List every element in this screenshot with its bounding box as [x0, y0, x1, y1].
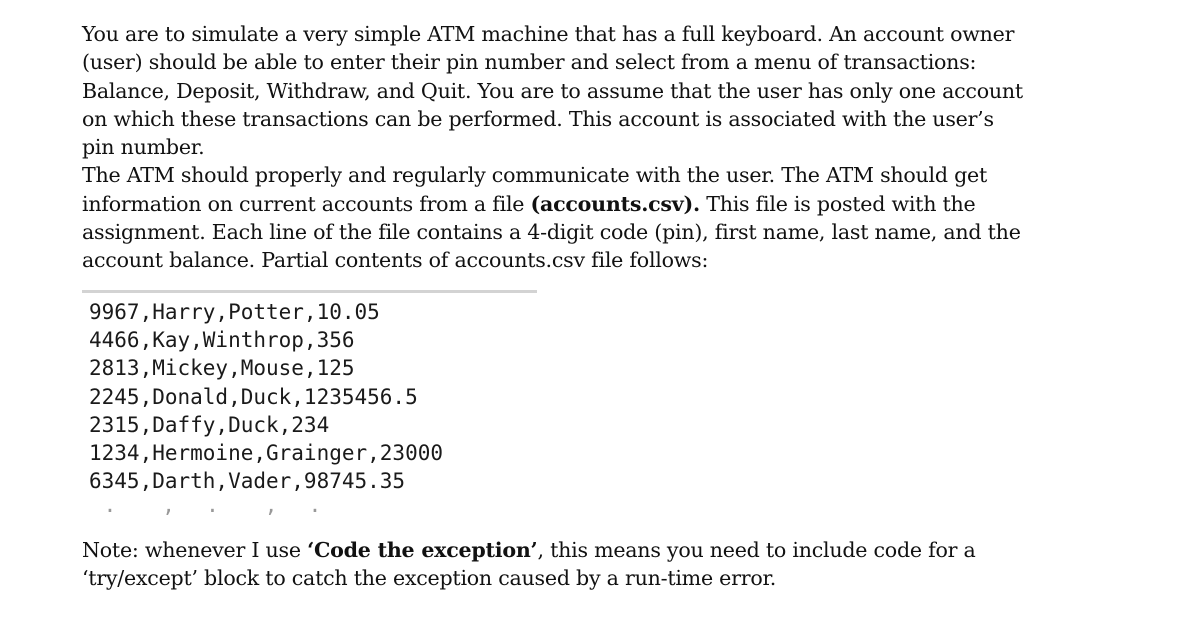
communicate-text: This file is posted with the — [699, 191, 976, 216]
csv-line: 2813,Mickey,Mouse,125 — [89, 356, 355, 381]
communicate-paragraph — [82, 161, 1142, 274]
filename-bold: (accounts.csv). — [530, 191, 700, 216]
communicate-line: assignment. Each line of the file contains a 4-digit code (pin), first name, last name, and the — [82, 220, 1021, 245]
intro-line: (user) should be able to enter their pin number and select from a menu of transactions: — [82, 50, 977, 75]
communicate-text: information on current accounts from a file — [82, 191, 531, 216]
intro-line: pin number. — [82, 135, 205, 160]
note-paragraph — [82, 536, 1142, 593]
note-bold-phrase: ‘Code the exception’ — [307, 537, 538, 562]
intro-line: Balance, Deposit, Withdraw, and Quit. You are to assume that the user has only one account — [82, 78, 1023, 103]
communicate-line: account balance. Partial contents of accounts.csv file follows: — [82, 248, 709, 273]
csv-line: 2245,Donald,Duck,1235456.5 — [89, 384, 418, 409]
document-page — [82, 20, 1142, 592]
intro-line: on which these transactions can be performed. This account is associated with the user’s — [82, 106, 994, 131]
csv-line: 4466,Kay,Winthrop,356 — [89, 327, 355, 352]
csv-line: 6345,Darth,Vader,98745.35 — [89, 469, 406, 494]
note-line: ‘try/except’ block to catch the exception caused by a run-time error. — [82, 566, 777, 591]
note-text: , this means you need to include code for a — [537, 537, 976, 562]
intro-paragraph — [82, 20, 1142, 161]
csv-line: 9967,Harry,Potter,10.05 — [89, 299, 380, 324]
communicate-line-file — [82, 190, 1142, 218]
cropped-code-remnant: . , . , . — [89, 492, 353, 517]
csv-code-block — [82, 290, 537, 498]
communicate-line: The ATM should properly and regularly communicate with the user. The ATM should get — [82, 163, 988, 188]
csv-line: 1234,Hermoine,Grainger,23000 — [89, 441, 444, 466]
intro-line: You are to simulate a very simple ATM machine that has a full keyboard. An account owner — [82, 22, 1015, 46]
note-line — [82, 536, 1142, 564]
csv-line: 2315,Daffy,Duck,234 — [89, 412, 330, 437]
note-text: Note: whenever I use — [82, 537, 308, 562]
